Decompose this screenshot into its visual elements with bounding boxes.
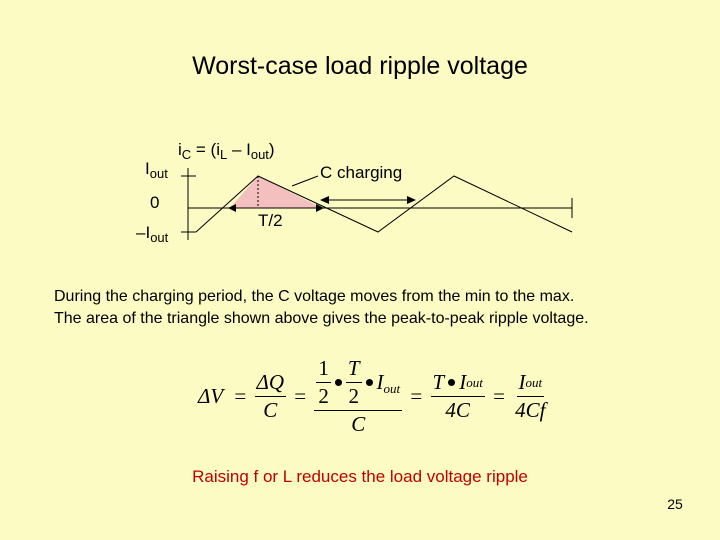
- charging-triangle: [230, 176, 322, 208]
- c-charging-arrowhead-right: [407, 196, 416, 204]
- eq-sign-1: =: [234, 384, 247, 408]
- eq-frac-iout-4cf: I out 4Cf: [515, 370, 546, 422]
- slide-title: Worst-case load ripple voltage: [192, 52, 528, 80]
- conclusion-text: Raising f or L reduces the load voltage ripple: [192, 467, 528, 486]
- multiply-dot: [335, 379, 342, 386]
- page-number: 25: [667, 496, 683, 512]
- c-charging-arrowhead-left: [320, 196, 329, 204]
- eq-lhs: ΔV: [198, 384, 224, 408]
- y-label-zero: 0: [150, 193, 160, 212]
- explanation-paragraph: [54, 286, 589, 330]
- y-label-minus-iout: $-I_{out}$: [136, 223, 169, 245]
- half-period-label: T/2: [258, 211, 283, 230]
- explanation-line-1: During the charging period, the C voltage moves from the min to the max.: [54, 288, 575, 305]
- half-period-arrowhead-left: [228, 204, 236, 212]
- multiply-dot: [366, 379, 373, 386]
- ripple-equation: [195, 356, 548, 437]
- ic-label: $i_C = (i_L - I_{out})$: [178, 140, 275, 162]
- y-label-iout: $I_{out}$: [145, 159, 168, 181]
- eq-sign-2: =: [294, 384, 307, 408]
- c-charging-pointer: [292, 176, 318, 186]
- c-charging-label: C charging: [320, 163, 403, 182]
- eq-frac-triangle-area: $\frac{1}{2}$ $\frac{T}{2}$ $I_{out}$ C: [314, 356, 402, 437]
- explanation-line-2: The area of the triangle shown above gives the peak-to-peak ripple voltage.: [54, 310, 589, 327]
- eq-sign-3: =: [410, 384, 423, 408]
- eq-sign-4: =: [493, 384, 505, 408]
- eq-frac-dq-c: $\frac{\Delta Q}{C}$: [256, 370, 284, 422]
- eq-frac-t-iout-4c: T I out 4C: [432, 370, 483, 422]
